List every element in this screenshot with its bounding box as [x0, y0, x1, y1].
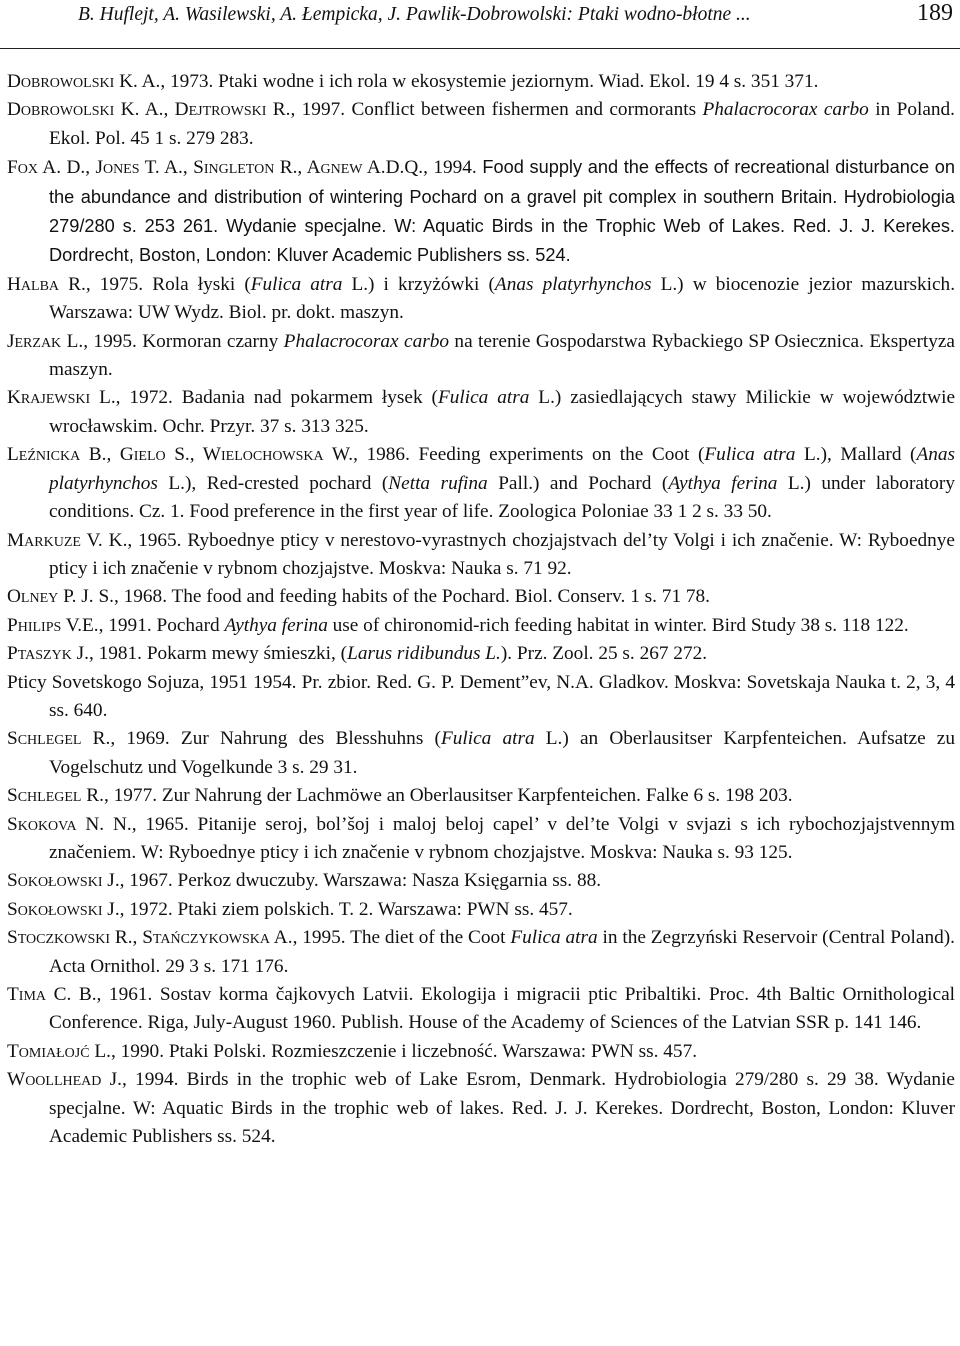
reference-entry	[7, 583, 955, 611]
reference-text: , 1981. Pokarm mewy śmieszki, (	[88, 643, 348, 665]
reference-text: , 1965. Ryboednye pticy v nerestovo-vyrastnych chozjajstvach del’ty Volgi i ich značenie. W: Ryboednye pticy i ich značenie v rybnom chozjajstve. Moskva: Nauka s. 71 92.	[49, 529, 955, 579]
reference-author: Fox A. D., Jones T. A., Singleton R., Agnew A.D.Q.	[7, 157, 424, 179]
reference-text: , 1986. Feeding experiments on the Coot (	[353, 444, 705, 466]
reference-entry	[7, 640, 955, 668]
reference-text: , 1973. Ptaki wodne i ich rola w ekosystemie jeziornym. Wiad. Ekol. 19 4 s. 351 371.	[160, 71, 819, 92]
reference-list	[7, 68, 955, 1151]
reference-text: in Poland. Ekol. Pol. 45 1 s. 279 283.	[49, 99, 955, 149]
reference-entry	[7, 924, 955, 981]
reference-text: , 1977. Zur Nahrung der Lachmöwe an Oberlausitser Karpfenteichen. Falke 6 s. 198 203.	[104, 785, 793, 807]
species-name: Phalacrocorax carbo	[283, 330, 450, 352]
reference-entry	[7, 384, 955, 441]
reference-entry	[7, 782, 955, 810]
reference-author: Schlegel R.	[7, 728, 111, 750]
reference-author: Sokołowski J.	[7, 870, 120, 892]
reference-author: Tomiałojć L.	[7, 1040, 111, 1062]
reference-text: , 1968. The food and feeding habits of the Pochard. Biol. Conserv. 1 s. 71 78.	[113, 586, 711, 608]
reference-entry	[7, 669, 955, 726]
reference-text: , 1994. Birds in the trophic web of Lake Esrom, Denmark. Hydrobiologia 279/280 s. 29 38. Wydanie specjalne. W: Aquatic Birds in the trophic web of lakes. Red. J. J. Kerekes. Dordrecht, Boston, London: Kluver Academic Publishers ss. 524.	[49, 1069, 955, 1148]
reference-author: Schlegel R.	[7, 785, 104, 807]
page-number: 189	[917, 0, 953, 26]
reference-author: Tima C. B.	[7, 984, 97, 1005]
reference-entry	[7, 725, 955, 782]
reference-entry	[7, 867, 955, 895]
reference-text: , 1997. Conflict between fishermen and cormorants	[290, 99, 703, 121]
species-name: Aythya ferina	[668, 472, 778, 494]
reference-text: L.) i krzyżówki (	[342, 273, 495, 295]
reference-text: L.) an Oberlausitser Karpfenteichen. Aufsatze zu Vogelschutz und Vogelkunde 3 s. 29 31.	[49, 728, 956, 778]
species-name: Phalacrocorax carbo	[702, 99, 869, 121]
running-header	[0, 0, 960, 49]
species-name: Anas platyrhynchos	[494, 273, 652, 295]
reference-text: na terenie Gospodarstwa Rybackiego SP Osiecznica. Ekspertyza maszyn.	[49, 330, 955, 381]
reference-entry	[7, 271, 955, 328]
reference-entry	[7, 811, 955, 868]
reference-entry	[7, 1066, 955, 1151]
reference-author: Ptaszyk J.	[7, 643, 89, 665]
reference-text: Food supply and the effects of recreational disturbance on the abundance and distribution of wintering Pochard on a gravel pit complex in southern Britain. Hydrobiologia 279/280 s. 253 261. Wydanie specjalne. W: Aquatic Birds in the Trophic Web of Lakes. Red. J. J. Kerekes. Dordrecht, Boston, London: Kluver Academic Publishers ss. 524.	[49, 157, 955, 266]
species-name: Netta rufina	[388, 472, 488, 494]
header-title: B. Huflejt, A. Wasilewski, A. Łempicka, J. Pawlik-Dobrowolski: Ptaki wodno-błotne ...	[78, 4, 751, 25]
reference-text: L.), Mallard (	[795, 444, 917, 466]
reference-author: Leźnicka B., Gielo S., Wielochowska W.	[7, 444, 354, 466]
reference-text: L.) zasiedlających stawy Milickie w województwie wrocławskim. Ochr. Przyr. 37 s. 313 325.	[49, 387, 955, 437]
reference-entry	[7, 981, 955, 1038]
reference-text: , 1975. Rola łyski (	[85, 273, 251, 295]
reference-author: Philips V.E.	[7, 614, 99, 636]
reference-entry	[7, 441, 955, 526]
species-name: Aythya ferina	[224, 614, 328, 636]
reference-author: Krajewski L.	[7, 387, 116, 409]
reference-text: , 1961. Sostav korma čajkovych Latvii. Ekologija i migracii ptic Pribaltiki. Proc. 4th Baltic Ornithological Conference. Riga, July-August 1960. Publish. House of the Academy of Sciences of the Latvian SSR p. 141 146.	[49, 984, 955, 1034]
reference-entry	[7, 612, 955, 640]
reference-entry	[7, 896, 955, 924]
reference-text: Pticy Sovetskogo Sojuza, 1951 1954. Pr. zbior. Red. G. P. Dement”ev, N.A. Gladkov. Moskva: Sovetskaja Nauka t. 2, 3, 4 ss. 640.	[7, 671, 955, 721]
reference-author: Dobrowolski K. A., Dejtrowski R.	[7, 99, 291, 121]
reference-text: L.), Red-crested pochard (	[157, 472, 389, 494]
reference-text: , 1967. Perkoz dwuczuby. Warszawa: Nasza Księgarnia ss. 88.	[119, 870, 602, 892]
reference-entry	[7, 68, 955, 96]
reference-entry	[7, 153, 955, 271]
species-name: Anas platyrhynchos	[49, 444, 956, 494]
reference-author: Jerzak L.	[7, 330, 84, 352]
species-name: Fulica atra	[437, 387, 530, 409]
species-name: Fulica atra	[510, 927, 598, 949]
reference-text: use of chironomid-rich feeding habitat in winter. Bird Study 38 s. 118 122.	[327, 614, 909, 636]
reference-text: L.) w biocenozie jezior mazurskich. Warszawa: UW Wydz. Biol. pr. dokt. maszyn.	[49, 273, 956, 324]
reference-text: in the Zegrzyński Reservoir (Central Poland). Acta Ornithol. 29 3 s. 171 176.	[49, 927, 955, 977]
reference-author: Markuze V. K.	[7, 529, 128, 551]
reference-author: Halba R.	[7, 273, 86, 295]
reference-text: , 1972. Badania nad pokarmem łysek (	[115, 387, 438, 409]
reference-author: Skokova N. N.	[7, 813, 132, 835]
reference-text: , 1972. Ptaki ziem polskich. T. 2. Warszawa: PWN ss. 457.	[119, 898, 573, 920]
reference-text: , 1991. Pochard	[98, 614, 225, 636]
reference-text: , 1995. Kormoran czarny	[83, 330, 284, 352]
reference-author: Olney P. J. S.	[7, 586, 114, 608]
reference-author: Woollhead J.	[7, 1069, 122, 1091]
reference-entry	[7, 527, 955, 584]
species-name: Fulica atra	[704, 444, 796, 466]
reference-author: Sokołowski J.	[7, 898, 120, 920]
reference-entry	[7, 328, 955, 385]
species-name: Larus ridibundus L.	[347, 643, 501, 665]
reference-text: , 1965. Pitanije seroj, bol’šoj i maloj beloj capel’ v del’te Volgi v svjazi s ich rybochozjajstvennym značeniem. W: Ryboednye pticy i ich značenie v rybnom chozjajstve. Moskva: Nauka s. 93 125.	[49, 813, 955, 863]
reference-entry	[7, 96, 955, 153]
reference-text: Pall.) and Pochard (	[487, 472, 669, 494]
reference-year: , 1994.	[423, 157, 477, 179]
species-name: Fulica atra	[250, 273, 343, 295]
reference-text: , 1990. Ptaki Polski. Rozmieszczenie i liczebność. Warszawa: PWN ss. 457.	[110, 1040, 698, 1062]
reference-text: , 1969. Zur Nahrung des Blesshuhns (	[110, 728, 441, 750]
reference-text: ). Prz. Zool. 25 s. 267 272.	[500, 643, 708, 665]
reference-author: Dobrowolski K. A.	[7, 71, 161, 92]
reference-text: L.) under laboratory conditions. Cz. 1. Food preference in the first year of life. Zoologica Poloniae 33 1 2 s. 33 50.	[49, 472, 955, 523]
species-name: Fulica atra	[440, 728, 535, 750]
reference-text: , 1995. The diet of the Coot	[292, 927, 511, 949]
reference-entry	[7, 1038, 955, 1066]
reference-author: Stoczkowski R., Stańczykowska A.	[7, 927, 293, 949]
